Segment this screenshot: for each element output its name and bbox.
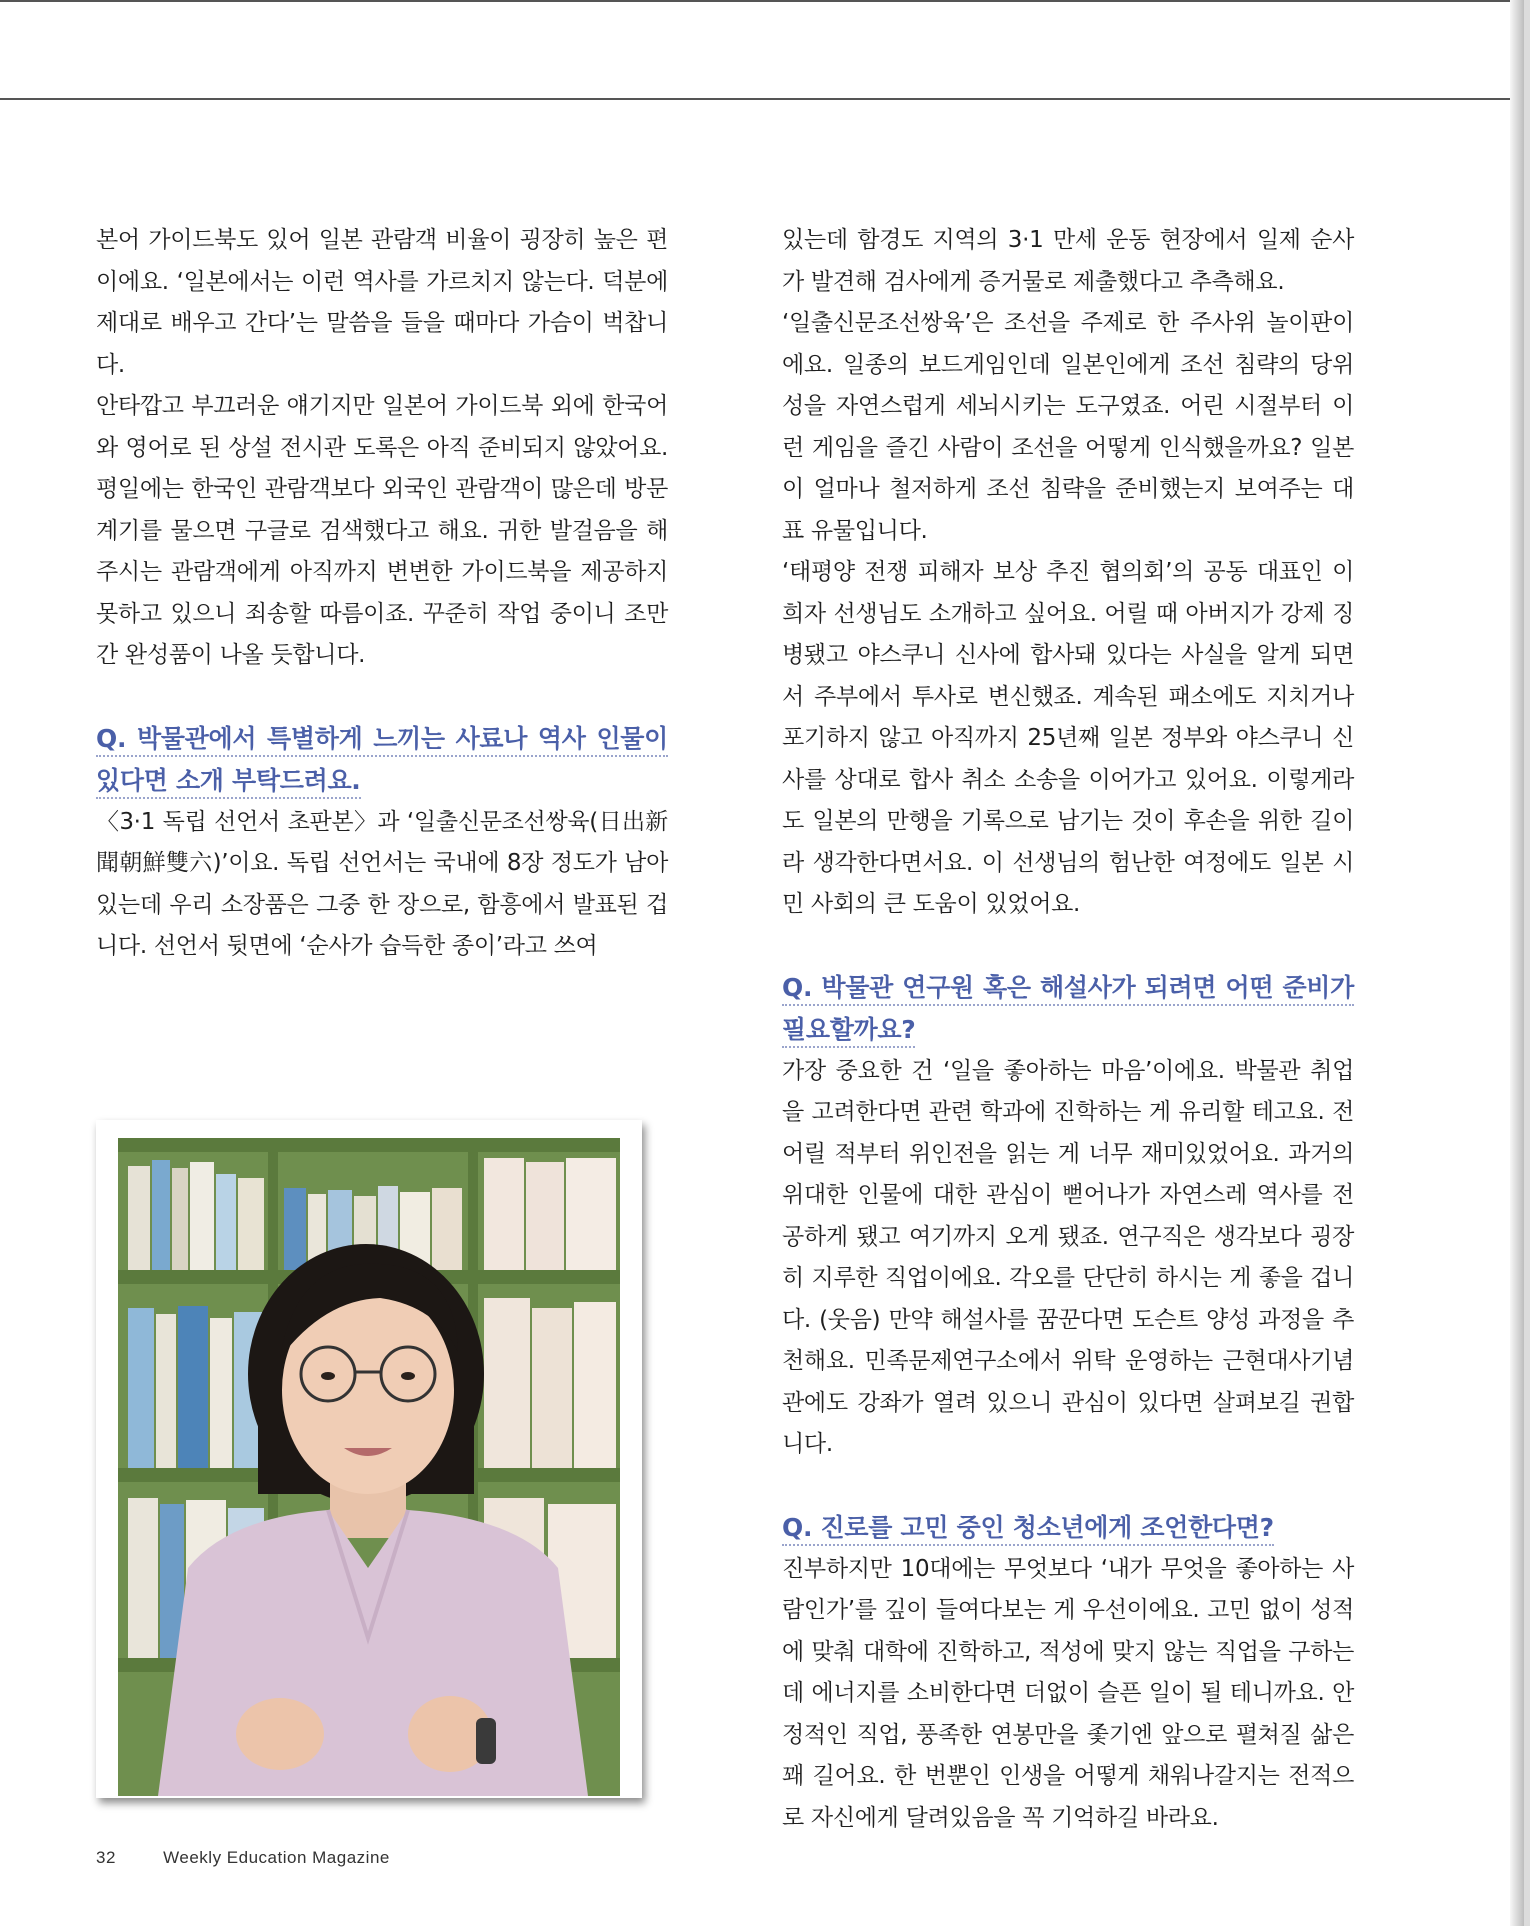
question-heading: Q. 박물관 연구원 혹은 해설사가 되려면 어떤 준비가 필요할까요? [782, 967, 1354, 1051]
paragraph: ‘일출신문조선쌍육’은 조선을 주제로 한 주사위 놀이판이에요. 일종의 보드게임인데 일본인에게 조선 침략의 당위성을 자연스럽게 세뇌시키는 도구였죠. 어린 시절부터 이런 게임을 즐긴 사람이 조선을 어떻게 인식했을까요? 일본이 얼마나 철저하게 조선 침략을 준비했는지 보여주는 대표 유물입니다. [782, 310, 1354, 544]
paragraph: 안타깝고 부끄러운 얘기지만 일본어 가이드북 외에 한국어와 영어로 된 상설 전시관 도록은 아직 준비되지 않았어요. 평일에는 한국인 관람객보다 외국인 관람객이 많은데 방문 계기를 물으면 구글로 검색했다고 해요. 귀한 발걸음을 해주시는 관람객에게 아직까지 변변한 가이드북을 제공하지 못하고 있으니 죄송할 따름이죠. 꾸준히 작업 중이니 조만간 완성품이 나올 듯합니다. [96, 393, 668, 668]
photo-image [118, 1138, 620, 1796]
page-footer [96, 1848, 390, 1868]
question-heading: Q. 진로를 고민 중인 청소년에게 조언한다면? [782, 1507, 1354, 1549]
page-edge [1510, 0, 1524, 1926]
left-column [96, 220, 668, 968]
page-number: 32 [96, 1848, 116, 1867]
paragraph: 있는데 함경도 지역의 3·1 만세 운동 현장에서 일제 순사가 발견해 검사에게 증거물로 제출했다고 추측해요. [782, 227, 1354, 295]
paragraph: 가장 중요한 건 ‘일을 좋아하는 마음’이에요. 박물관 취업을 고려한다면 관련 학과에 진학하는 게 유리할 테고요. 전 어릴 적부터 위인전을 읽는 게 너무 재미있었어요. 과거의 위대한 인물에 대한 관심이 뻗어나가 자연스레 역사를 전공하게 됐고 여기까지 오게 됐죠. 연구직은 생각보다 굉장히 지루한 직업이에요. 각오를 단단히 하시는 게 좋을 겁니다. (웃음) 만약 해설사를 꿈꾼다면 도슨트 양성 과정을 추천해요. 민족문제연구소에서 위탁 운영하는 근현대사기념관에도 강좌가 열려 있으니 관심이 있다면 살펴보길 권합니다. [782, 1057, 1354, 1457]
interview-photo [96, 1120, 642, 1798]
paragraph: 본어 가이드북도 있어 일본 관람객 비율이 굉장히 높은 편이에요. ‘일본에서는 이런 역사를 가르치지 않는다. 덕분에 제대로 배우고 간다’는 말씀을 들을 때마다 가슴이 벅찹니다. [96, 227, 668, 378]
magazine-title: Weekly Education Magazine [163, 1848, 390, 1867]
right-column [782, 220, 1354, 1839]
header-rule [0, 98, 1512, 100]
photo-illustration [118, 1138, 620, 1796]
paragraph: 〈3·1 독립 선언서 초판본〉과 ‘일출신문조선쌍육(日出新聞朝鮮雙六)’이요. 독립 선언서는 국내에 8장 정도가 남아 있는데 우리 소장품은 그중 한 장으로, 함흥에서 발표된 겁니다. 선언서 뒷면에 ‘순사가 습득한 종이’라고 쓰여 [96, 808, 668, 959]
paragraph: 진부하지만 10대에는 무엇보다 ‘내가 무엇을 좋아하는 사람인가’를 깊이 들여다보는 게 우선이에요. 고민 없이 성적에 맞춰 대학에 진학하고, 적성에 맞지 않는 직업을 구하는 데 에너지를 소비한다면 더없이 슬픈 일이 될 테니까요. 안정적인 직업, 풍족한 연봉만을 좇기엔 앞으로 펼쳐질 삶은 꽤 길어요. 한 번뿐인 인생을 어떻게 채워나갈지는 전적으로 자신에게 달려있음을 꼭 기억하길 바라요. [782, 1555, 1354, 1831]
paragraph: ‘태평양 전쟁 피해자 보상 추진 협의회’의 공동 대표인 이희자 선생님도 소개하고 싶어요. 어릴 때 아버지가 강제 징병됐고 야스쿠니 신사에 합사돼 있다는 사실을 알게 되면서 주부에서 투사로 변신했죠. 계속된 패소에도 지치거나 포기하지 않고 아직까지 25년째 일본 정부와 야스쿠니 신사를 상대로 합사 취소 소송을 이어가고 있어요. 이렇게라도 일본의 만행을 기록으로 남기는 것이 후손을 위한 길이라 생각한다면서요. 이 선생님의 험난한 여정에도 일본 시민 사회의 큰 도움이 있었어요. [782, 559, 1354, 917]
question-heading: Q. 박물관에서 특별하게 느끼는 사료나 역사 인물이 있다면 소개 부탁드려요. [96, 718, 668, 802]
